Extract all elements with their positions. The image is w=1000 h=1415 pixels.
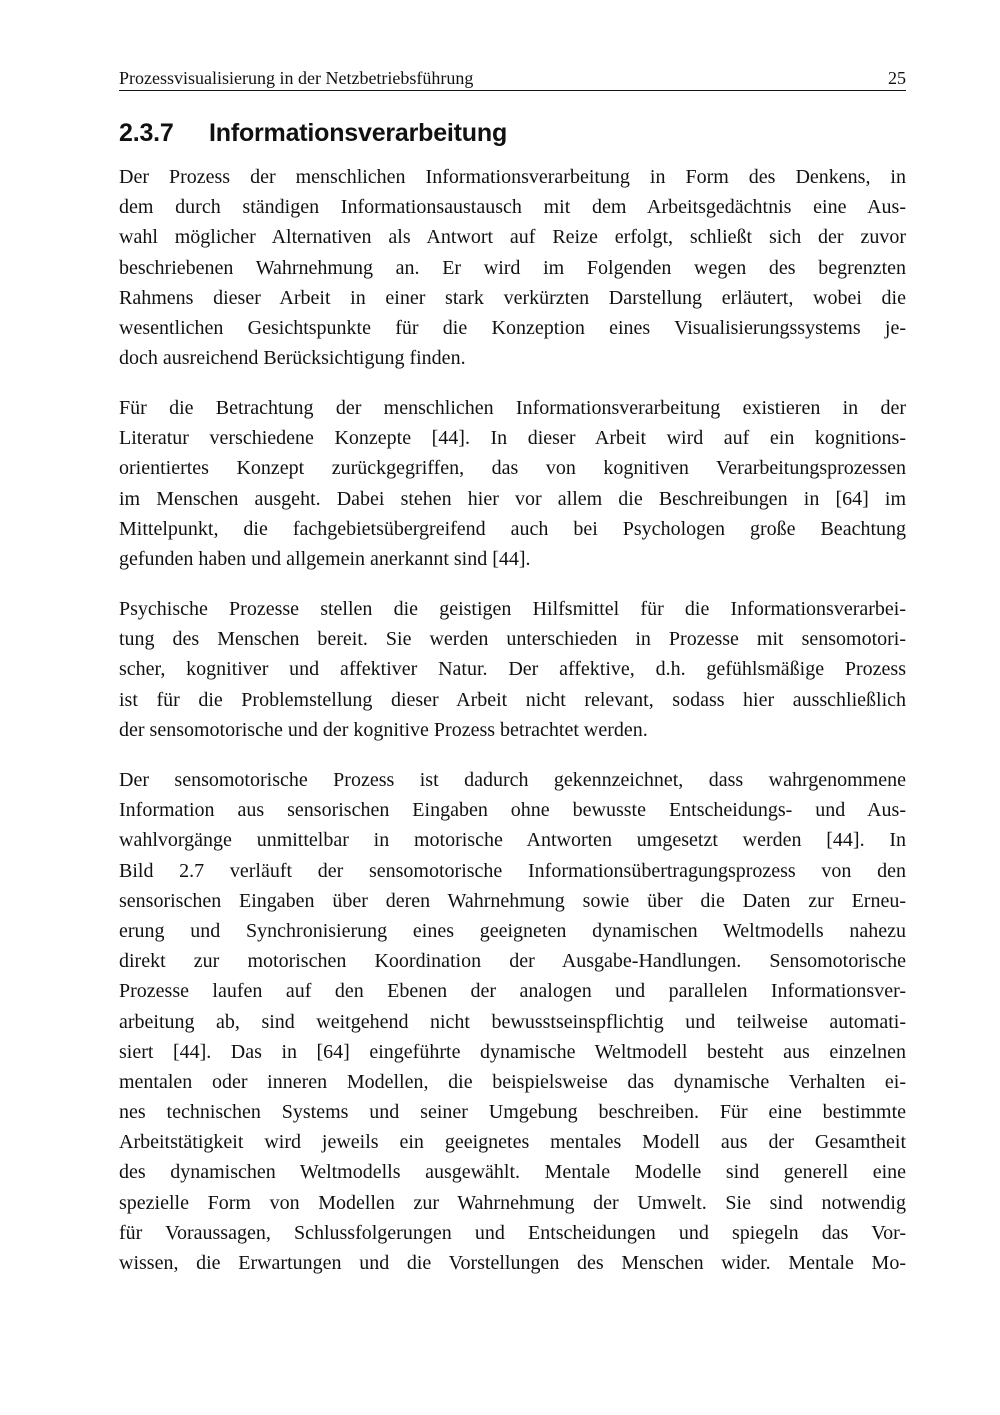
text-line: Arbeitstätigkeit wird jeweils ein geeignetes mentales Modell aus der Gesamtheit — [119, 1131, 906, 1154]
text-line: Information aus sensorischen Eingaben ohne bewusste Entscheidungs- und Aus- — [119, 799, 906, 822]
text-line: Mittelpunkt, die fachgebietsübergreifend auch bei Psychologen große Beachtung — [119, 517, 906, 540]
text-line: der sensomotorische und der kognitive Prozess betrachtet werden. — [119, 718, 648, 741]
paragraph-3 — [119, 594, 906, 745]
text-line: spezielle Form von Modellen zur Wahrnehmung der Umwelt. Sie sind notwendig — [119, 1191, 906, 1214]
text-line: sensorischen Eingaben über deren Wahrnehmung sowie über die Daten zur Erneu- — [119, 889, 906, 912]
paragraph-2 — [119, 393, 906, 574]
running-header — [119, 64, 906, 91]
text-line: Bild 2.7 verläuft der sensomotorische Informationsübertragungsprozess von den — [119, 859, 906, 882]
text-line: mentalen oder inneren Modellen, die beispielsweise das dynamische Verhalten ei- — [119, 1070, 906, 1093]
text-line: für Voraussagen, Schlussfolgerungen und Entscheidungen und spiegeln das Vor- — [119, 1221, 906, 1244]
text-line: gefunden haben und allgemein anerkannt sind [44]. — [119, 547, 531, 570]
text-line: doch ausreichend Berücksichtigung finden. — [119, 347, 466, 370]
text-line: Der sensomotorische Prozess ist dadurch gekennzeichnet, dass wahrgenommene — [119, 769, 906, 791]
text-line: im Menschen ausgeht. Dabei stehen hier vor allem die Beschreibungen in [64] im — [119, 487, 906, 510]
text-line: Literatur verschiedene Konzepte [44]. In dieser Arbeit wird auf ein kognitions- — [119, 427, 906, 450]
text-line: direkt zur motorischen Koordination der Ausgabe-Handlungen. Sensomotorische — [119, 950, 906, 973]
text-line: arbeitung ab, sind weitgehend nicht bewusstseinspflichtig und teilweise automati- — [119, 1010, 906, 1033]
text-line: Rahmens dieser Arbeit in einer stark verkürzten Darstellung erläutert, wobei die — [119, 286, 906, 309]
paragraph-1 — [119, 162, 906, 373]
text-line: nes technischen Systems und seiner Umgebung beschreiben. Für eine bestimmte — [119, 1101, 906, 1124]
text-line: beschriebenen Wahrnehmung an. Er wird im Folgenden wegen des begrenzten — [119, 256, 906, 279]
text-line: erung und Synchronisierung eines geeigneten dynamischen Weltmodells nahezu — [119, 919, 906, 942]
section-number: 2.3.7 — [119, 119, 174, 147]
text-line: tung des Menschen bereit. Sie werden unterschieden in Prozesse mit sensomotori- — [119, 628, 906, 651]
section-title: Informationsverarbeitung — [209, 119, 508, 147]
text-line: Für die Betrachtung der menschlichen Informationsverarbeitung existieren in der — [119, 397, 906, 419]
text-line: wahl möglicher Alternativen als Antwort auf Reize erfolgt, schließt sich der zuvor — [119, 226, 906, 249]
text-line: Prozesse laufen auf den Ebenen der analogen und parallelen Informationsver- — [119, 980, 906, 1003]
section-heading — [119, 116, 507, 150]
text-line: Der Prozess der menschlichen Informationsverarbeitung in Form des Denkens, in — [119, 166, 906, 188]
text-line: wesentlichen Gesichtspunkte für die Konzeption eines Visualisierungssystems je- — [119, 316, 906, 339]
text-line: Psychische Prozesse stellen die geistigen Hilfsmittel für die Informationsverarbei- — [119, 598, 906, 620]
running-title: Prozessvisualisierung in der Netzbetriebsführung — [119, 68, 474, 88]
text-line: des dynamischen Weltmodells ausgewählt. Mentale Modelle sind generell eine — [119, 1161, 906, 1184]
text-line: wissen, die Erwartungen und die Vorstellungen des Menschen wider. Mentale Mo- — [119, 1252, 906, 1274]
text-line: siert [44]. Das in [64] eingeführte dynamische Weltmodell besteht aus einzelnen — [119, 1040, 906, 1063]
text-line: dem durch ständigen Informationsaustausch mit dem Arbeitsgedächtnis eine Aus- — [119, 196, 906, 219]
paragraph-4 — [119, 765, 906, 1278]
text-line: ist für die Problemstellung dieser Arbeit nicht relevant, sodass hier ausschließlich — [119, 688, 906, 711]
text-line: scher, kognitiver und affektiver Natur. Der affektive, d.h. gefühlsmäßige Prozess — [119, 658, 906, 681]
text-line: orientiertes Konzept zurückgegriffen, das von kognitiven Verarbeitungsprozessen — [119, 457, 906, 480]
text-line: wahlvorgänge unmittelbar in motorische Antworten umgesetzt werden [44]. In — [119, 829, 906, 852]
page-number: 25 — [888, 68, 906, 88]
